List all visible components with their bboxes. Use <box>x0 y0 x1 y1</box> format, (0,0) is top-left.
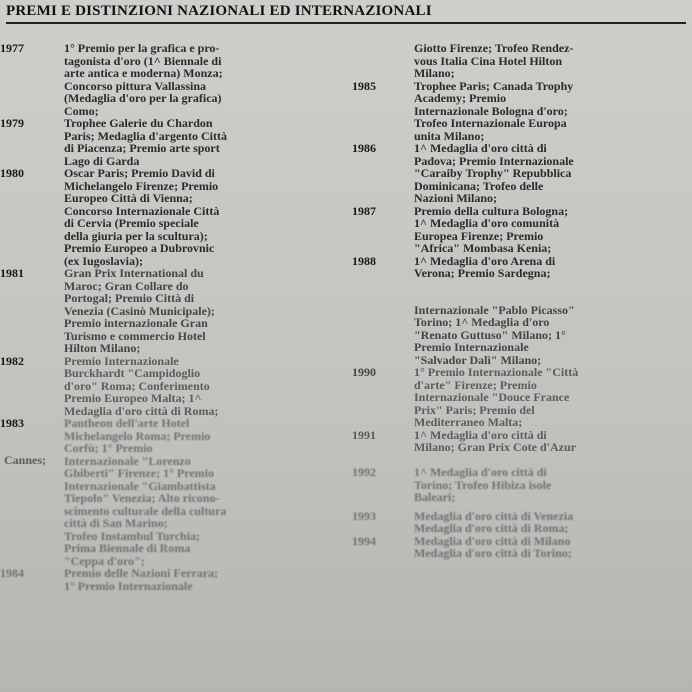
award-text: Premio delle Nazioni Ferrara; 1° Premio Internazionale <box>64 566 219 593</box>
award-entry <box>0 567 345 592</box>
award-year: 1982 <box>0 353 24 368</box>
award-entry <box>348 510 688 535</box>
award-entry <box>348 466 688 504</box>
award-text: Trophee Paris; Canada Trophy Academy; Premio Internazionale Bologna d'oro; Trofeo Internazionale Europa unita Milano; <box>414 78 574 143</box>
award-note: Cannes; <box>4 452 47 467</box>
award-entry <box>0 355 345 418</box>
award-text: Premio Internazionale Burckhardt "Campidoglio d'oro" Roma; Conferimento Premio Europeo Malta; 1^ Medaglia d'oro città di Roma; <box>64 353 219 418</box>
award-year: 1984 <box>0 566 24 580</box>
left-column <box>0 42 345 592</box>
award-year: 1991 <box>352 427 376 442</box>
award-text: Oscar Paris; Premio David di Michelangelo Firenze; Premio Europeo Città di Vienna; Concorso Internazionale Città di Cervia (Premio speciale della giuria per la scultura); Premio Europeo a Dubrovnic (ex Iugoslavia); <box>64 166 220 268</box>
award-text: Medaglia d'oro città di Milano Medaglia d'oro città di Torino; <box>414 533 572 560</box>
title-underline <box>6 22 686 24</box>
award-text: 1^ Medaglia d'oro città di Milano; Gran Prix Cote d'Azur <box>414 427 576 454</box>
award-entry <box>0 267 345 355</box>
award-text: 1° Premio Internazionale "Città d'arte" Firenze; Premio Internazionale "Douce France Prix" Paris; Premio del Mediterraneo Malta; <box>414 365 579 429</box>
award-year: 1988 <box>352 253 376 268</box>
award-entry <box>348 80 688 143</box>
award-year: 1983 <box>0 416 24 430</box>
award-entry <box>348 205 688 255</box>
award-text: 1^ Medaglia d'oro Arena di Verona; Premio Sardegna; <box>414 253 556 280</box>
award-text: Pantheon dell'arte Hotel Michelangelo Roma; Premio Corfù; 1° Premio Internazionale "Lorenzo Ghiberti" Firenze; 1° Premio Internazionale "Giambattista Tiepolo" Venezia; Alto ricono- scimento culturale della cultura città di San Marino; Trofeo Instambul Turchia; Prima Biennale di Roma "Ceppa d'oro"; <box>64 416 227 568</box>
award-entry-continuation <box>2 454 688 467</box>
award-year: 1981 <box>0 266 24 280</box>
award-year: 1979 <box>0 116 24 130</box>
award-entry <box>0 167 345 267</box>
award-entry <box>0 42 345 117</box>
award-text: Gran Prix International du Maroc; Gran Collare do Portogal; Premio Città di Venezia (Casinò Municipale); Premio internazionale Gran Turismo e commercio Hotel Hilton Milano; <box>64 266 215 355</box>
award-text: 1^ Medaglia d'oro città di Torino; Trofeo Hibiza isole Baleari; <box>414 465 552 504</box>
award-entry <box>0 417 345 567</box>
award-entry <box>348 304 688 367</box>
award-year: 1993 <box>352 508 376 523</box>
award-year: 1986 <box>352 141 376 155</box>
award-entry <box>348 366 688 429</box>
award-text: Internazionale "Pablo Picasso" Torino; 1^ Medaglia d'oro "Renato Guttuso" Milano; 1° Premio Internazionale "Salvador Dalì" Milano; <box>414 302 575 367</box>
page-title: PREMI E DISTINZIONI NAZIONALI ED INTERNAZIONALI <box>6 3 432 19</box>
award-text: Giotto Firenze; Trofeo Rendez- vous Italia Cina Hotel Hilton Milano; <box>414 41 574 80</box>
award-year: 1990 <box>352 365 376 379</box>
column-gap <box>348 280 688 304</box>
award-text: 1^ Medaglia d'oro città di Padova; Premio Internazionale "Caraiby Trophy" Repubblica Dominicana; Trofeo delle Nazioni Milano; <box>414 141 574 205</box>
award-year: 1987 <box>352 203 376 218</box>
award-year: 1980 <box>0 166 24 180</box>
award-entry <box>0 117 345 167</box>
award-entry <box>348 255 688 280</box>
award-year: 1992 <box>352 465 376 479</box>
award-text: Trophee Galerie du Chardon Paris; Medaglia d'argento Città di Piacenza; Premio arte sport Lago di Garda <box>64 116 227 168</box>
award-year: 1994 <box>352 533 376 548</box>
award-text: Medaglia d'oro città di Venezia Medaglia d'oro città di Roma; <box>414 508 574 535</box>
award-entry <box>348 429 688 454</box>
award-text: Premio della cultura Bologna; 1^ Medaglia d'oro comunità Europea Firenze; Premio "Africa" Mombasa Kenia; <box>414 203 569 255</box>
award-text: 1° Premio per la grafica e pro- tagonista d'oro (1^ Biennale di arte antica e moderna) Monza; Concorso pittura Vallassina (Medaglia d'oro per la grafica) Como; <box>64 41 223 118</box>
award-year: 1985 <box>352 78 376 93</box>
award-entry <box>348 535 688 560</box>
award-entry <box>348 42 688 80</box>
award-year: 1977 <box>0 41 24 55</box>
award-entry <box>348 142 688 205</box>
